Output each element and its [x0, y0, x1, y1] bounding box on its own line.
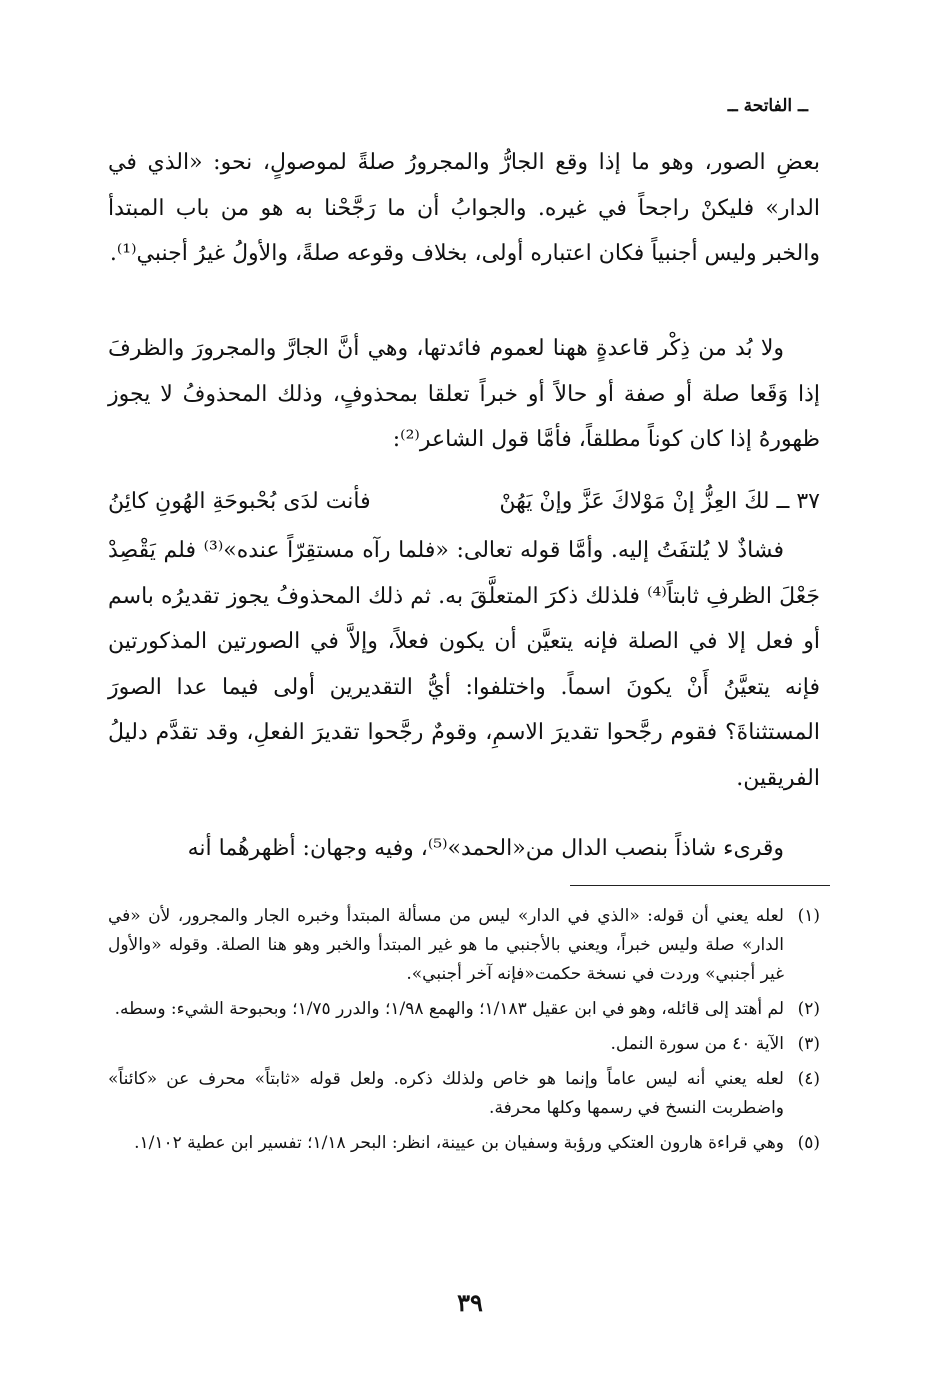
footnote	[108, 1030, 820, 1059]
footnote-separator	[570, 885, 830, 886]
footnote-text: وهي قراءة هارون العتكي ورؤبة وسفيان بن عيينة، انظر: البحر ١/١٨؛ تفسير ابن عطية ١/١٠٢.	[134, 1133, 784, 1153]
page-number: ٣٩	[457, 1288, 483, 1317]
paragraph-1: بعضِ الصور، وهو ما إذا وقع الجارُّ والمجرورُ صلةً لموصولٍ، نحو: «الذي في الدار» فليكنْ راجحاً في غيره. والجوابُ أن ما رَجَّحْنا به هو من باب المبتدأ والخبر وليس أجنبياً فكان اعتباره أولى، بخلاف وقوعه صلةً، والأولُ غيرُ أجنبي⁽¹⁾.	[108, 150, 820, 266]
footnote	[108, 995, 820, 1024]
verse-number: ٣٧ ــ	[776, 488, 820, 514]
poetry-verse	[108, 478, 820, 524]
footnote-text: لم أهتد إلى قائله، وهو في ابن عقيل ١/١٨٣؛ والهمع ١/٩٨؛ والدرر ١/٧٥؛ وبحبوحة الشيء: وسطه.	[114, 999, 784, 1019]
verse-second-hemistich: فأنت لدَى بُحْبوحَةِ الهُونِ كائِنُ	[108, 488, 371, 514]
footnote-number: (٢)	[797, 999, 820, 1019]
paragraph-2: ولا بُد من ذِكْر قاعدةٍ ههنا لعموم فائدتها، وهي أنَّ الجارَّ والمجرورَ والظرفَ إذا وَقَعا صلة أو صفة أو حالاً أو خبراً تعلقا بمحذوفٍ، وذلك المحذوفُ لا يجوز ظهورهُ إذا كان كوناً مطلقاً، فأمَّا قول الشاعر⁽²⁾:	[108, 336, 820, 452]
footnote-text: لعله يعني أن قوله: «الذي في الدار» ليس من مسألة المبتدأ وخبره الجار والمجرور، لأن «في الدار» صلة وليس خبراً، ويعني بالأجنبي ما هو غير المبتدأ والخبر وهو هنا الصلة. وقوله «والأول غير أجنبي» وردت في نسخة حكمت«فإنه آخر أجنبي».	[108, 906, 784, 984]
verse-first-hemistich: لكَ العِزُّ إنْ مَوْلاكَ عَزَّ وإنْ يَهُنْ	[499, 488, 770, 514]
footnote-number: (٣)	[797, 1034, 820, 1054]
footnote-text: الآية ٤٠ من سورة النمل.	[610, 1034, 784, 1054]
footnote-number: (٥)	[797, 1133, 820, 1153]
verse-first-line	[499, 489, 820, 514]
paragraph-4: وقرىء شاذاً بنصب الدال من«الحمد»⁽⁵⁾، وفيه وجهان: أظهرهُما أنه	[187, 836, 784, 861]
footnote-number: (٤)	[797, 1069, 820, 1089]
footnote	[108, 1065, 820, 1123]
paragraph-3: فشاذٌ لا يُلتفَتُ إليه. وأمَّا قوله تعالى: «فلما رآه مستقِرّاً عنده»⁽³⁾ فلم يَقْصِدْ جَعْلَ الظرفِ ثابتاً⁽⁴⁾ فلذلك ذكرَ المتعلَّقَ به. ثم ذلك المحذوفُ يجوز تقديرُه باسم أو فعل إلا في الصلة فإنه يتعيَّن أن يكون فعلاً، وإلاَّ في الصورتين المذكورتين فإنه يتعيَّنُ أَنْ يكونَ اسماً. واختلفوا: أيُّ التقديرين أولى فيما عدا الصورَ المستثناةَ؟ فقوم رجَّحوا تقديرَ الاسمِ، وقومٌ رجَّحوا تقديرَ الفعلِ، وقد تقدَّم دليلُ الفريقين.	[108, 538, 820, 791]
footnote-text: لعله يعني أنه ليس عاماً وإنما هو خاص ولذلك ذكره. ولعل قوله «ثابتاً» محرف عن «كائناً» واضطربت النسخ في رسمها وكلها محرفة.	[108, 1069, 784, 1118]
footnotes	[108, 902, 820, 1164]
footnote	[108, 1129, 820, 1158]
footnote	[108, 902, 820, 989]
running-header: ــ الفاتحة ــ	[727, 96, 808, 116]
footnote-number: (١)	[797, 906, 820, 926]
